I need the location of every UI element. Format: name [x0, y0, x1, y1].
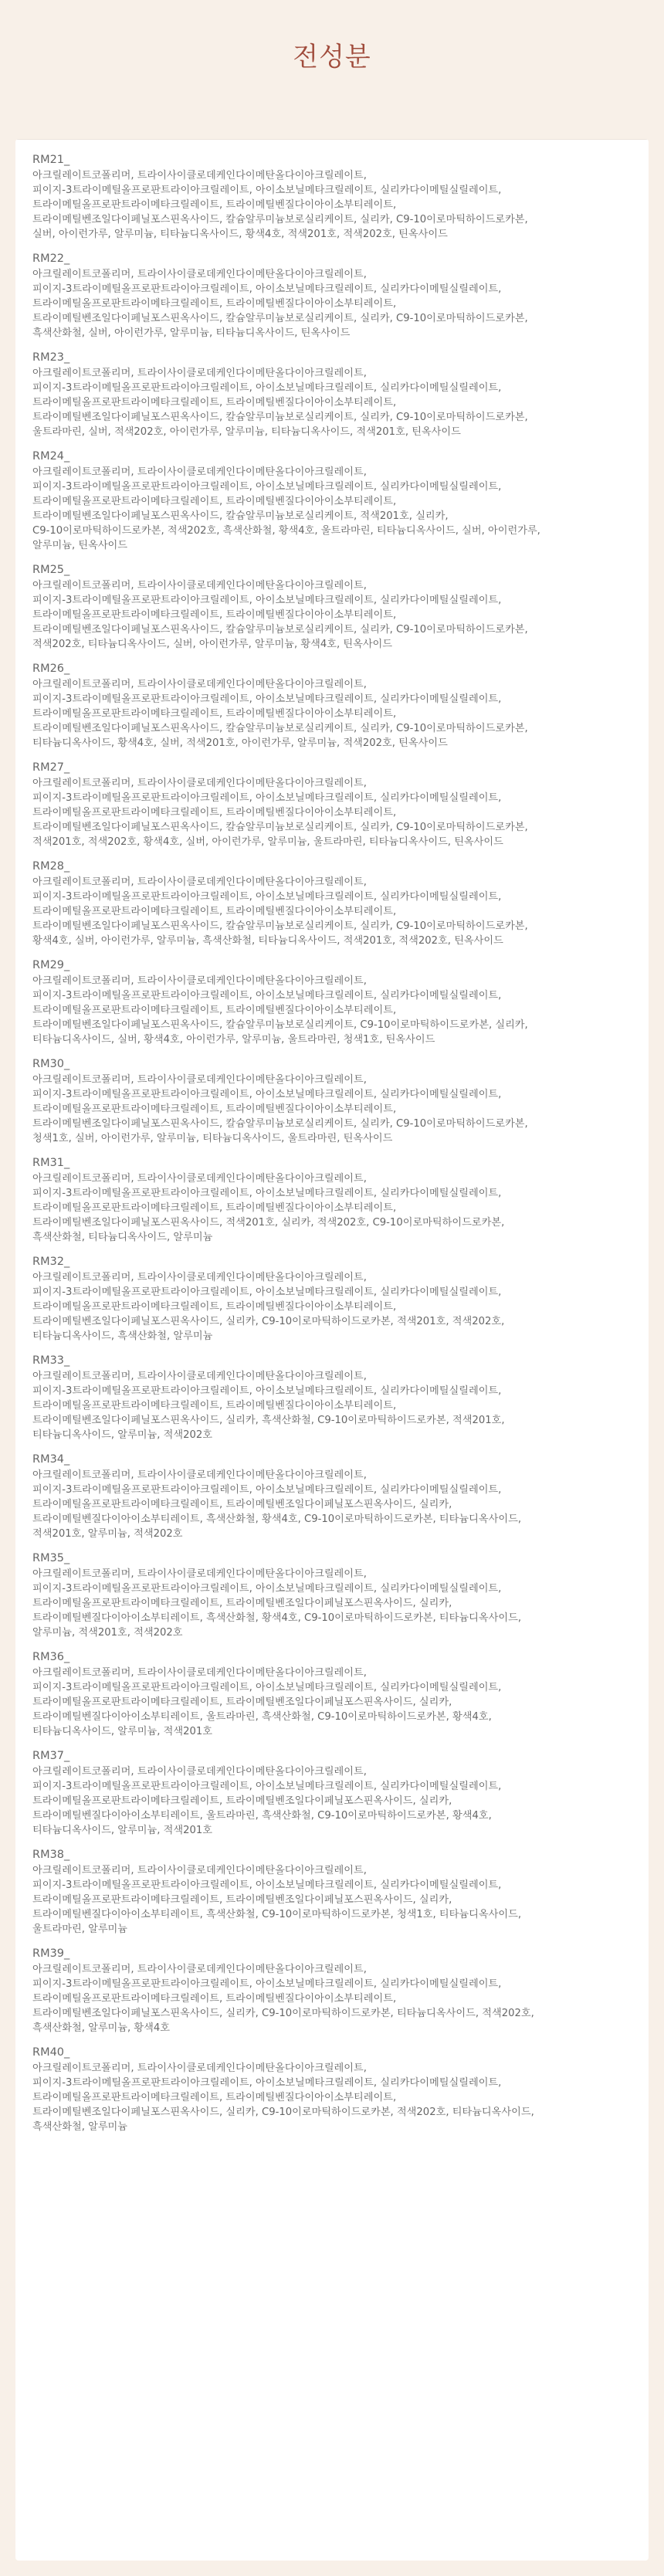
- ingredient-line: 트라이메틸올프로판트라이메타크릴레이트, 트라이메틸벤질다이아이소부티레이트,: [32, 199, 397, 211]
- ingredient-line: 피이지-3트라이메틸올프로판트라이아크릴레이트, 아이소보닐메타크릴레이트, 실리카다이메틸실릴레이트,: [32, 2077, 502, 2089]
- ingredient-entry: [32, 661, 632, 751]
- ingredient-line: 피이지-3트라이메틸올프로판트라이아크릴레이트, 아이소보닐메타크릴레이트, 실리카다이메틸실릴레이트,: [32, 990, 502, 1002]
- product-code: RM25_: [32, 564, 70, 576]
- ingredient-line: 티타늄디옥사이드, 실버, 황색4호, 아이런가루, 알루미늄, 울트라마린, 청색1호, 틴옥사이드: [32, 1034, 435, 1046]
- ingredients-list: [32, 140, 632, 2134]
- ingredient-entry: [32, 152, 632, 242]
- ingredient-line: 트라이메틸올프로판트라이메타크릴레이트, 트라이메틸벤질다이아이소부티레이트,: [32, 708, 397, 720]
- ingredient-line: 트라이메틸올프로판트라이메타크릴레이트, 트라이메틸벤질다이아이소부티레이트,: [32, 807, 397, 819]
- ingredient-line: 티타늄디옥사이드, 알루미늄, 적색202호: [32, 1429, 213, 1441]
- ingredient-entry: [32, 350, 632, 439]
- ingredient-line: 피이지-3트라이메틸올프로판트라이아크릴레이트, 아이소보닐메타크릴레이트, 실리카다이메틸실릴레이트,: [32, 891, 502, 903]
- ingredient-line: 피이지-3트라이메틸올프로판트라이아크릴레이트, 아이소보닐메타크릴레이트, 실리카다이메틸실릴레이트,: [32, 1089, 502, 1100]
- ingredient-line: 트라이메틸올프로판트라이메타크릴레이트, 트라이메틸벤질다이아이소부티레이트,: [32, 1400, 397, 1412]
- ingredient-line: 아크릴레이트코폴리머, 트라이사이클로데케인다이메탄올다이아크릴레이트,: [32, 580, 367, 591]
- ingredient-line: 아크릴레이트코폴리머, 트라이사이클로데케인다이메탄올다이아크릴레이트,: [32, 368, 367, 379]
- product-code: RM33_: [32, 1354, 70, 1367]
- ingredient-line: 흑색산화철, 알루미늄, 황색4호: [32, 2022, 171, 2034]
- ingredient-line: 실버, 아이런가루, 알루미늄, 티타늄디옥사이드, 황색4호, 적색201호, 적색202호, 틴옥사이드: [32, 229, 448, 240]
- ingredient-line: 트라이메틸벤질다이아이소부티레이트, 울트라마린, 흑색산화철, C9-10이로마틱하이드로카본, 황색4호,: [32, 1810, 492, 1822]
- ingredient-line: 트라이메틸벤조일다이페닐포스핀옥사이드, 칼슘알루미늄보로실리케이트, 적색201호, 실리카,: [32, 510, 449, 522]
- ingredient-line: 트라이메틸벤조일다이페닐포스핀옥사이드, 실리카, C9-10이로마틱하이드로카본, 적색202호, 티타늄디옥사이드,: [32, 2107, 534, 2118]
- product-code: RM37_: [32, 1750, 70, 1762]
- ingredient-line: 트라이메틸올프로판트라이메타크릴레이트, 트라이메틸벤질다이아이소부티레이트,: [32, 298, 397, 310]
- ingredient-line: 트라이메틸벤조일다이페닐포스핀옥사이드, 칼슘알루미늄보로실리케이트, 실리카, C9-10이로마틱하이드로카본,: [32, 214, 528, 225]
- product-code: RM32_: [32, 1256, 70, 1268]
- ingredient-line: 트라이메틸벤조일다이페닐포스핀옥사이드, 적색201호, 실리카, 적색202호, C9-10이로마틱하이드로카본,: [32, 1217, 505, 1229]
- ingredient-line: 아크릴레이트코폴리머, 트라이사이클로데케인다이메탄올다이아크릴레이트,: [32, 1667, 367, 1679]
- ingredient-entry: [32, 449, 632, 553]
- ingredient-entry: [32, 958, 632, 1047]
- ingredient-entry: [32, 1254, 632, 1344]
- ingredient-line: 피이지-3트라이메틸올프로판트라이아크릴레이트, 아이소보닐메타크릴레이트, 실리카다이메틸실릴레이트,: [32, 283, 502, 295]
- ingredient-line: 피이지-3트라이메틸올프로판트라이아크릴레이트, 아이소보닐메타크릴레이트, 실리카다이메틸실릴레이트,: [32, 1286, 502, 1298]
- ingredient-line: 트라이메틸벤조일다이페닐포스핀옥사이드, 칼슘알루미늄보로실리케이트, C9-10이로마틱하이드로카본, 실리카,: [32, 1019, 528, 1031]
- product-code: RM35_: [32, 1552, 70, 1564]
- ingredient-line: 아크릴레이트코폴리머, 트라이사이클로데케인다이메탄올다이아크릴레이트,: [32, 1766, 367, 1778]
- ingredient-line: 아크릴레이트코폴리머, 트라이사이클로데케인다이메탄올다이아크릴레이트,: [32, 1173, 367, 1185]
- product-code: RM21_: [32, 154, 70, 166]
- ingredient-entry: [32, 1649, 632, 1739]
- ingredient-line: 피이지-3트라이메틸올프로판트라이아크릴레이트, 아이소보닐메타크릴레이트, 실리카다이메틸실릴레이트,: [32, 693, 502, 705]
- ingredient-entry: [32, 1551, 632, 1640]
- product-code: RM40_: [32, 2046, 70, 2059]
- ingredient-line: 피이지-3트라이메틸올프로판트라이아크릴레이트, 아이소보닐메타크릴레이트, 실리카다이메틸실릴레이트,: [32, 481, 502, 493]
- ingredient-line: 트라이메틸벤조일다이페닐포스핀옥사이드, 실리카, C9-10이로마틱하이드로카본, 티타늄디옥사이드, 적색202호,: [32, 2008, 534, 2019]
- ingredient-entry: [32, 251, 632, 341]
- ingredient-line: 아크릴레이트코폴리머, 트라이사이클로데케인다이메탄올다이아크릴레이트,: [32, 1371, 367, 1382]
- ingredient-line: 트라이메틸벤조일다이페닐포스핀옥사이드, 칼슘알루미늄보로실리케이트, 실리카, C9-10이로마틱하이드로카본,: [32, 412, 528, 423]
- ingredient-entry: [32, 859, 632, 948]
- ingredient-line: 아크릴레이트코폴리머, 트라이사이클로데케인다이메탄올다이아크릴레이트,: [32, 170, 367, 181]
- ingredient-line: 트라이메틸벤질다이아이소부티레이트, 흑색산화철, C9-10이로마틱하이드로카본, 청색1호, 티타늄디옥사이드,: [32, 1909, 522, 1920]
- ingredient-line: 울트라마린, 알루미늄: [32, 1924, 128, 1935]
- product-code: RM23_: [32, 351, 70, 364]
- ingredient-line: 트라이메틸올프로판트라이메타크릴레이트, 트라이메틸벤질다이아이소부티레이트,: [32, 906, 397, 917]
- ingredient-entry: [32, 1946, 632, 2035]
- ingredient-line: 트라이메틸올프로판트라이메타크릴레이트, 트라이메틸벤질다이아이소부티레이트,: [32, 1301, 397, 1313]
- ingredient-line: 피이지-3트라이메틸올프로판트라이아크릴레이트, 아이소보닐메타크릴레이트, 실리카다이메틸실릴레이트,: [32, 185, 502, 196]
- ingredient-line: C9-10이로마틱하이드로카본, 적색202호, 흑색산화철, 황색4호, 울트라마린, 티타늄디옥사이드, 실버, 아이런가루,: [32, 525, 540, 537]
- ingredient-entry: [32, 1847, 632, 1937]
- ingredient-line: 황색4호, 실버, 아이런가루, 알루미늄, 흑색산화철, 티타늄디옥사이드, 적색201호, 적색202호, 틴옥사이드: [32, 935, 503, 947]
- product-code: RM34_: [32, 1453, 70, 1466]
- ingredient-entry: [32, 2045, 632, 2134]
- ingredient-line: 피이지-3트라이메틸올프로판트라이아크릴레이트, 아이소보닐메타크릴레이트, 실리카다이메틸실릴레이트,: [32, 1385, 502, 1397]
- ingredient-line: 아크릴레이트코폴리머, 트라이사이클로데케인다이메탄올다이아크릴레이트,: [32, 1469, 367, 1481]
- ingredient-line: 트라이메틸올프로판트라이메타크릴레이트, 트라이메틸벤조일다이페닐포스핀옥사이드, 실리카,: [32, 1795, 452, 1807]
- ingredient-entry: [32, 1353, 632, 1442]
- product-code: RM27_: [32, 761, 70, 774]
- ingredient-line: 피이지-3트라이메틸올프로판트라이아크릴레이트, 아이소보닐메타크릴레이트, 실리카다이메틸실릴레이트,: [32, 1682, 502, 1693]
- ingredient-line: 아크릴레이트코폴리머, 트라이사이클로데케인다이메탄올다이아크릴레이트,: [32, 679, 367, 690]
- ingredient-line: 청색1호, 실버, 아이런가루, 알루미늄, 티타늄디옥사이드, 울트라마린, 틴옥사이드: [32, 1133, 393, 1144]
- ingredient-line: 적색201호, 알루미늄, 적색202호: [32, 1528, 183, 1540]
- ingredient-line: 트라이메틸벤조일다이페닐포스핀옥사이드, 칼슘알루미늄보로실리케이트, 실리카, C9-10이로마틱하이드로카본,: [32, 624, 528, 636]
- ingredient-line: 트라이메틸올프로판트라이메타크릴레이트, 트라이메틸벤질다이아이소부티레이트,: [32, 496, 397, 507]
- product-code: RM38_: [32, 1849, 70, 1861]
- ingredient-line: 아크릴레이트코폴리머, 트라이사이클로데케인다이메탄올다이아크릴레이트,: [32, 1272, 367, 1283]
- ingredient-entry: [32, 1155, 632, 1245]
- ingredient-line: 트라이메틸벤조일다이페닐포스핀옥사이드, 실리카, C9-10이로마틱하이드로카본, 적색201호, 적색202호,: [32, 1316, 505, 1327]
- product-code: RM31_: [32, 1157, 70, 1169]
- ingredient-line: 피이지-3트라이메틸올프로판트라이아크릴레이트, 아이소보닐메타크릴레이트, 실리카다이메틸실릴레이트,: [32, 1978, 502, 1990]
- ingredient-line: 트라이메틸벤질다이아이소부티레이트, 흑색산화철, 황색4호, C9-10이로마틱하이드로카본, 티타늄디옥사이드,: [32, 1513, 522, 1525]
- ingredient-line: 티타늄디옥사이드, 흑색산화철, 알루미늄: [32, 1330, 213, 1342]
- ingredient-line: 트라이메틸벤조일다이페닐포스핀옥사이드, 칼슘알루미늄보로실리케이트, 실리카, C9-10이로마틱하이드로카본,: [32, 313, 528, 324]
- ingredient-line: 적색201호, 적색202호, 황색4호, 실버, 아이런가루, 알루미늄, 울트라마린, 티타늄디옥사이드, 틴옥사이드: [32, 836, 503, 848]
- ingredient-line: 아크릴레이트코폴리머, 트라이사이클로데케인다이메탄올다이아크릴레이트,: [32, 2062, 367, 2074]
- ingredient-entry: [32, 562, 632, 652]
- ingredient-line: 티타늄디옥사이드, 황색4호, 실버, 적색201호, 아이런가루, 알루미늄, 적색202호, 틴옥사이드: [32, 737, 448, 749]
- ingredient-line: 피이지-3트라이메틸올프로판트라이아크릴레이트, 아이소보닐메타크릴레이트, 실리카다이메틸실릴레이트,: [32, 1781, 502, 1792]
- ingredient-entry: [32, 1748, 632, 1838]
- product-code: RM28_: [32, 860, 70, 873]
- ingredient-line: 트라이메틸벤조일다이페닐포스핀옥사이드, 칼슘알루미늄보로실리케이트, 실리카, C9-10이로마틱하이드로카본,: [32, 723, 528, 734]
- ingredient-line: 피이지-3트라이메틸올프로판트라이아크릴레이트, 아이소보닐메타크릴레이트, 실리카다이메틸실릴레이트,: [32, 1484, 502, 1496]
- product-code: RM39_: [32, 1947, 70, 1960]
- ingredient-line: 흑색산화철, 실버, 아이런가루, 알루미늄, 티타늄디옥사이드, 틴옥사이드: [32, 327, 351, 339]
- product-code: RM29_: [32, 959, 70, 971]
- ingredient-line: 아크릴레이트코폴리머, 트라이사이클로데케인다이메탄올다이아크릴레이트,: [32, 876, 367, 888]
- ingredient-line: 아크릴레이트코폴리머, 트라이사이클로데케인다이메탄올다이아크릴레이트,: [32, 1568, 367, 1580]
- ingredient-line: 트라이메틸벤질다이아이소부티레이트, 울트라마린, 흑색산화철, C9-10이로마틱하이드로카본, 황색4호,: [32, 1711, 492, 1723]
- ingredient-line: 피이지-3트라이메틸올프로판트라이아크릴레이트, 아이소보닐메타크릴레이트, 실리카다이메틸실릴레이트,: [32, 1188, 502, 1199]
- ingredient-line: 트라이메틸올프로판트라이메타크릴레이트, 트라이메틸벤조일다이페닐포스핀옥사이드, 실리카,: [32, 1696, 452, 1708]
- page-title: 전성분: [293, 41, 371, 73]
- ingredient-line: 트라이메틸올프로판트라이메타크릴레이트, 트라이메틸벤질다이아이소부티레이트,: [32, 1005, 397, 1016]
- product-code: RM22_: [32, 253, 70, 265]
- ingredient-line: 트라이메틸올프로판트라이메타크릴레이트, 트라이메틸벤질다이아이소부티레이트,: [32, 1103, 397, 1115]
- ingredient-line: 트라이메틸벤조일다이페닐포스핀옥사이드, 실리카, 흑색산화철, C9-10이로마틱하이드로카본, 적색201호,: [32, 1415, 505, 1426]
- ingredient-entry: [32, 760, 632, 849]
- ingredient-line: 트라이메틸올프로판트라이메타크릴레이트, 트라이메틸벤조일다이페닐포스핀옥사이드, 실리카,: [32, 1894, 452, 1906]
- ingredient-line: 티타늄디옥사이드, 알루미늄, 적색201호: [32, 1825, 213, 1836]
- ingredient-line: 피이지-3트라이메틸올프로판트라이아크릴레이트, 아이소보닐메타크릴레이트, 실리카다이메틸실릴레이트,: [32, 595, 502, 606]
- ingredient-entry: [32, 1452, 632, 1541]
- product-code: RM26_: [32, 663, 70, 675]
- ingredient-line: 트라이메틸벤조일다이페닐포스핀옥사이드, 칼슘알루미늄보로실리케이트, 실리카, C9-10이로마틱하이드로카본,: [32, 920, 528, 932]
- ingredient-entry: [32, 1056, 632, 1146]
- ingredient-line: 피이지-3트라이메틸올프로판트라이아크릴레이트, 아이소보닐메타크릴레이트, 실리카다이메틸실릴레이트,: [32, 1879, 502, 1891]
- ingredient-line: 아크릴레이트코폴리머, 트라이사이클로데케인다이메탄올다이아크릴레이트,: [32, 1074, 367, 1086]
- product-code: RM36_: [32, 1651, 70, 1663]
- ingredient-line: 피이지-3트라이메틸올프로판트라이아크릴레이트, 아이소보닐메타크릴레이트, 실리카다이메틸실릴레이트,: [32, 382, 502, 394]
- product-code: RM30_: [32, 1058, 70, 1070]
- ingredient-line: 아크릴레이트코폴리머, 트라이사이클로데케인다이메탄올다이아크릴레이트,: [32, 778, 367, 789]
- ingredient-line: 트라이메틸벤조일다이페닐포스핀옥사이드, 칼슘알루미늄보로실리케이트, 실리카, C9-10이로마틱하이드로카본,: [32, 822, 528, 833]
- ingredient-line: 트라이메틸올프로판트라이메타크릴레이트, 트라이메틸벤질다이아이소부티레이트,: [32, 397, 397, 408]
- product-code: RM24_: [32, 450, 70, 463]
- ingredients-card: [15, 139, 649, 2561]
- ingredient-line: 아크릴레이트코폴리머, 트라이사이클로데케인다이메탄올다이아크릴레이트,: [32, 1964, 367, 1975]
- ingredient-line: 피이지-3트라이메틸올프로판트라이아크릴레이트, 아이소보닐메타크릴레이트, 실리카다이메틸실릴레이트,: [32, 1583, 502, 1595]
- ingredient-line: 알루미늄, 적색201호, 적색202호: [32, 1627, 183, 1639]
- ingredient-line: 아크릴레이트코폴리머, 트라이사이클로데케인다이메탄올다이아크릴레이트,: [32, 975, 367, 987]
- ingredient-line: 트라이메틸올프로판트라이메타크릴레이트, 트라이메틸벤조일다이페닐포스핀옥사이드, 실리카,: [32, 1499, 452, 1510]
- ingredient-line: 티타늄디옥사이드, 알루미늄, 적색201호: [32, 1726, 213, 1737]
- ingredient-line: 피이지-3트라이메틸올프로판트라이아크릴레이트, 아이소보닐메타크릴레이트, 실리카다이메틸실릴레이트,: [32, 792, 502, 804]
- ingredient-line: 아크릴레이트코폴리머, 트라이사이클로데케인다이메탄올다이아크릴레이트,: [32, 466, 367, 478]
- ingredient-line: 아크릴레이트코폴리머, 트라이사이클로데케인다이메탄올다이아크릴레이트,: [32, 269, 367, 280]
- ingredient-line: 트라이메틸올프로판트라이메타크릴레이트, 트라이메틸벤질다이아이소부티레이트,: [32, 1993, 397, 2005]
- ingredient-line: 트라이메틸올프로판트라이메타크릴레이트, 트라이메틸벤질다이아이소부티레이트,: [32, 609, 397, 621]
- ingredient-line: 트라이메틸올프로판트라이메타크릴레이트, 트라이메틸벤질다이아이소부티레이트,: [32, 2092, 397, 2103]
- ingredient-line: 적색202호, 티타늄디옥사이드, 실버, 아이런가루, 알루미늄, 황색4호, 틴옥사이드: [32, 639, 393, 650]
- ingredient-line: 트라이메틸벤조일다이페닐포스핀옥사이드, 칼슘알루미늄보로실리케이트, 실리카, C9-10이로마틱하이드로카본,: [32, 1118, 528, 1130]
- ingredient-line: 흑색산화철, 티타늄디옥사이드, 알루미늄: [32, 1232, 213, 1243]
- ingredient-line: 트라이메틸올프로판트라이메타크릴레이트, 트라이메틸벤질다이아이소부티레이트,: [32, 1202, 397, 1214]
- ingredient-line: 트라이메틸벤질다이아이소부티레이트, 흑색산화철, 황색4호, C9-10이로마틱하이드로카본, 티타늄디옥사이드,: [32, 1612, 522, 1624]
- ingredient-line: 울트라마린, 실버, 적색202호, 아이런가루, 알루미늄, 티타늄디옥사이드, 적색201호, 틴옥사이드: [32, 426, 461, 438]
- ingredient-line: 흑색산화철, 알루미늄: [32, 2121, 128, 2133]
- ingredient-line: 트라이메틸올프로판트라이메타크릴레이트, 트라이메틸벤조일다이페닐포스핀옥사이드, 실리카,: [32, 1598, 452, 1609]
- ingredient-line: 알루미늄, 틴옥사이드: [32, 540, 128, 551]
- ingredient-line: 아크릴레이트코폴리머, 트라이사이클로데케인다이메탄올다이아크릴레이트,: [32, 1865, 367, 1876]
